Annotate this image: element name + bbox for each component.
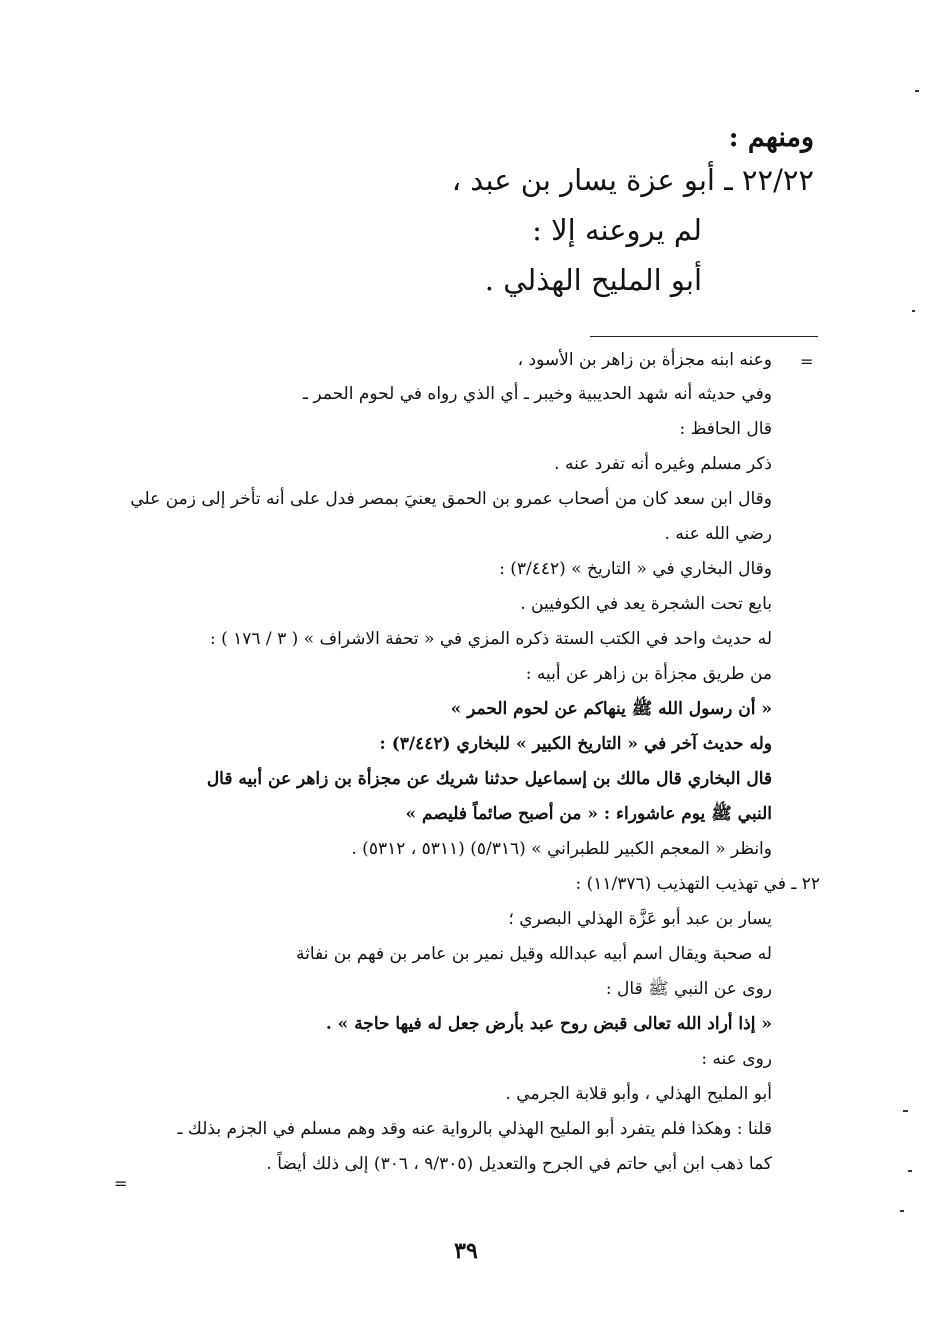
scan-speck [912, 310, 915, 312]
end-mark: = [114, 1174, 128, 1193]
footnote-line: وانظر « المعجم الكبير للطبراني » (٥/٣١٦) (٥٣١١ ، ٥٣١٢) . [351, 839, 772, 859]
footnote-line: رضي الله عنه . [664, 524, 772, 544]
footnote-line: يسار بن عبد أبو عَزَّة الهذلي البصري ؛ [508, 909, 772, 929]
footnote-separator [590, 336, 818, 337]
footnote-line: له صحبة ويقال اسم أبيه عبدالله وقيل نمير بن عامر بن فهم بن نفاثة [296, 944, 772, 964]
footnote-line: « أن رسول الله ﷺ ينهاكم عن لحوم الحمر » [450, 699, 772, 719]
footnote-line: بايع تحت الشجرة يعد في الكوفيين . [520, 594, 772, 614]
footnote-line: وله حديث آخر في « التاريخ الكبير » للبخاري (٣/٤٤٢) : [379, 734, 772, 754]
footnote-line: من طريق مجزأة بن زاهر عن أبيه : [525, 664, 772, 684]
scan-speck [903, 1110, 908, 1112]
footnote-line: قلنا : وهكذا فلم يتفرد أبو المليح الهذلي بالرواية عنه وقد وهم مسلم في الجزم بذلك ـ [177, 1119, 772, 1139]
footnote-line: قال البخاري قال مالك بن إسماعيل حدثنا شريك عن مجزأة بن زاهر عن أبيه قال [206, 769, 772, 789]
entry-heading: ٢٢/٢٢ ـ أبو عزة يسار بن عبد ، [451, 163, 814, 197]
footnote-line: أبو المليح الهذلي ، وأبو قلابة الجرمي . [505, 1084, 772, 1104]
footnote-line: وفي حديثه أنه شهد الحديبية وخيبر ـ أي الذي رواه في لحوم الحمر ـ [302, 384, 772, 404]
entry-line-narrator-name: أبو المليح الهذلي . [484, 263, 702, 297]
footnote-line: روى عن النبي ﷺ قال : [605, 979, 772, 999]
scan-speck [915, 90, 919, 92]
footnote-line: وقال ابن سعد كان من أصحاب عمرو بن الحمق يعنيَ بمصر فدل على أنه تأخر إلى زمن علي [130, 489, 772, 509]
page-number: ٣٩ [454, 1238, 478, 1264]
section-heading: ومنهم : [728, 122, 814, 153]
footnote-line: له حديث واحد في الكتب الستة ذكره المزي في « تحفة الاشراف » ( ٣ / ١٧٦ ) : [209, 629, 772, 649]
continuation-mark: = [800, 352, 814, 371]
scan-speck [908, 1170, 912, 1172]
footnote-line: النبي ﷺ يوم عاشوراء : « من أصبح صائماً فليصم » [405, 804, 772, 824]
footnote-line: وقال البخاري في « التاريخ » (٣/٤٤٢) : [499, 559, 772, 579]
footnote-line: كما ذهب ابن أبي حاتم في الجرح والتعديل (٩/٣٠٥ ، ٣٠٦) إلى ذلك أيضاً . [266, 1154, 772, 1174]
footnote-line: ذكر مسلم وغيره أنه تفرد عنه . [554, 454, 772, 474]
footnote-line: وعنه ابنه مجزأة بن زاهر بن الأسود ، [517, 350, 772, 370]
scan-speck [900, 1210, 904, 1212]
footnote-line: روى عنه : [701, 1049, 772, 1069]
footnote-line: « إذا أراد الله تعالى قبض روح عبد بأرض جعل له فيها حاجة » . [325, 1014, 772, 1034]
footnote-line: قال الحافظ : [679, 419, 772, 439]
entry-line-narrators: لم يروعنه إلا : [532, 213, 702, 247]
footnote-line: ٢٢ ـ في تهذيب التهذيب (١١/٣٧٦) : [575, 874, 820, 894]
